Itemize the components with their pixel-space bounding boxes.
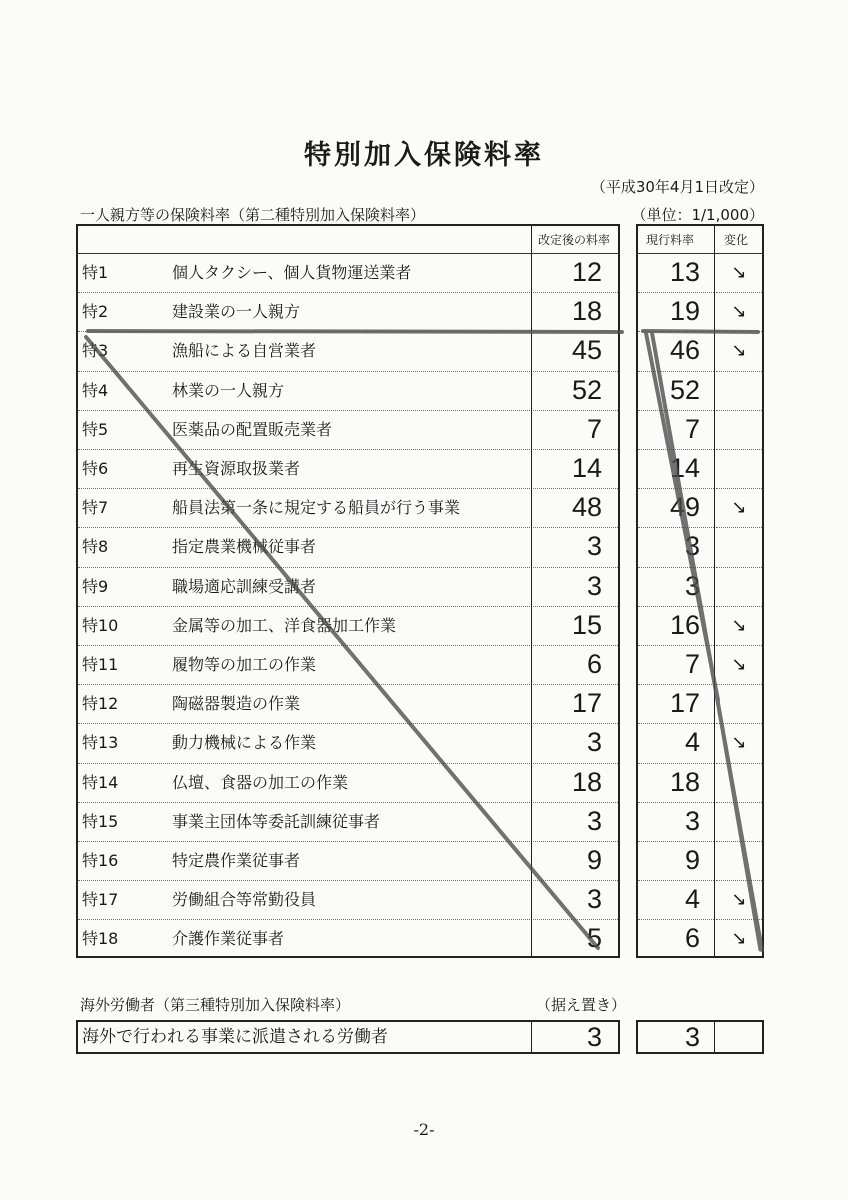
section1-label: 一人親方等の保険料率（第二種特別加入保険料率） [80, 206, 426, 224]
row-code: 特11 [82, 655, 119, 674]
row-name: 仏壇、食器の加工の作業 [172, 772, 349, 792]
row-current-rate: 14 [669, 453, 700, 483]
row-new-rate: 17 [571, 688, 602, 719]
row-new-rate: 18 [571, 296, 602, 327]
header-new-rate: 改定後の料率 [538, 233, 611, 247]
row-new-rate: 3 [586, 570, 602, 601]
row-new-rate: 14 [571, 453, 602, 483]
row-code: 特1 [82, 263, 109, 282]
row-new-rate: 48 [571, 492, 602, 523]
row-name: 指定農業機械従事者 [172, 537, 317, 557]
row-new-rate: 52 [571, 374, 602, 405]
row-new-rate: 15 [571, 609, 602, 640]
row-code: 特12 [82, 694, 119, 714]
column-divider [714, 1020, 715, 1054]
row-new-rate: 9 [586, 845, 602, 875]
row-new-rate: 7 [586, 413, 602, 444]
row-divider [78, 841, 530, 842]
row-current-rate: 3 [684, 805, 700, 836]
row-divider [78, 684, 530, 685]
row-code: 特8 [82, 537, 109, 557]
row-change-arrow: ↘ [731, 262, 747, 283]
row-divider [716, 802, 762, 803]
row-name: 金属等の加工、洋食器加工作業 [172, 615, 397, 635]
row-code: 特16 [82, 851, 119, 870]
row-change-arrow: ↘ [731, 301, 747, 323]
row-new-rate: 5 [586, 923, 602, 954]
row-current-rate: 18 [669, 766, 700, 797]
revision-date: （平成30年4月1日改定） [590, 178, 764, 196]
row-divider [716, 841, 762, 842]
section2-label: 海外労働者（第三種特別加入保険料率） [80, 996, 351, 1014]
header-change: 変化 [724, 233, 749, 247]
row-name: 特定農作業従事者 [172, 851, 301, 870]
row-name: 履物等の加工の作業 [172, 655, 317, 674]
row-new-rate: 3 [586, 805, 602, 836]
row-divider [716, 410, 762, 411]
row-code: 特6 [82, 459, 109, 478]
row-current-rate: 6 [684, 923, 700, 954]
row-code: 特3 [82, 341, 109, 361]
unit-label: （単位：1/1,000） [631, 206, 764, 224]
column-divider [531, 224, 532, 958]
header-current-rate: 現行料率 [646, 233, 695, 247]
row-code: 特7 [82, 498, 109, 518]
section2-note: （据え置き） [536, 996, 627, 1014]
row-divider [78, 919, 530, 920]
row-divider [716, 371, 762, 372]
row-divider [716, 763, 762, 764]
row-current-rate: 16 [669, 609, 700, 640]
row-current-rate: 4 [684, 884, 700, 915]
row-divider [716, 527, 762, 528]
row-code: 特4 [82, 380, 109, 400]
row-name: 介護作業従事者 [172, 929, 285, 949]
row-current-rate: 46 [669, 335, 700, 366]
row-change-arrow: ↘ [731, 654, 747, 675]
row-new-rate: 6 [586, 649, 602, 679]
row-code: 特2 [82, 302, 109, 322]
row-name: 建設業の一人親方 [172, 302, 301, 322]
row-code: 特9 [82, 576, 109, 596]
row-name: 漁船による自営業者 [172, 341, 317, 361]
row-current-rate: 3 [684, 531, 700, 562]
row-current-rate: 4 [684, 727, 700, 758]
row-code: 特18 [82, 929, 119, 949]
row-name: 陶磁器製造の作業 [172, 694, 301, 714]
row-name: 船員法第一条に規定する船員が行う事業 [172, 498, 461, 518]
row-code: 特13 [82, 733, 119, 753]
row-new-rate: 3 [586, 727, 602, 758]
row-name: 職場適応訓練受講者 [172, 576, 317, 596]
row-change-arrow: ↘ [731, 732, 747, 754]
row-code: 特17 [82, 890, 119, 910]
row-change-arrow: ↘ [731, 889, 747, 911]
row-current-rate: 7 [684, 413, 700, 444]
row-divider [78, 449, 530, 450]
row-new-rate: 12 [571, 257, 602, 287]
column-divider [714, 224, 715, 958]
row-code: 特10 [82, 615, 119, 635]
page-number: -2- [413, 1120, 435, 1139]
row-current-rate: 49 [669, 492, 700, 523]
row-new-rate: 3 [586, 531, 602, 562]
row-code: 特5 [82, 419, 109, 439]
row-name: 医薬品の配置販売業者 [172, 419, 333, 439]
row-change-arrow: ↘ [731, 497, 747, 519]
row-current-rate: 19 [669, 296, 700, 327]
row-new-rate: 45 [571, 335, 602, 366]
row-current-rate: 3 [684, 570, 700, 601]
row-divider [716, 449, 762, 450]
row-name: 動力機械による作業 [172, 733, 317, 753]
row-name: 林業の一人親方 [172, 380, 285, 400]
row-change-arrow: ↘ [731, 340, 747, 362]
row-new-rate: 18 [571, 766, 602, 797]
page-title: 特別加入保険料率 [304, 140, 544, 171]
row-current-rate: 9 [684, 845, 700, 875]
row-current-rate: 52 [669, 374, 700, 405]
foreign-worker-name: 海外で行われる事業に派遣される労働者 [82, 1027, 388, 1047]
row-code: 特14 [82, 772, 119, 792]
column-divider [531, 1020, 532, 1054]
row-new-rate: 3 [586, 884, 602, 915]
row-change-arrow: ↘ [731, 928, 747, 950]
row-divider [78, 292, 530, 293]
row-name: 事業主団体等委託訓練従事者 [172, 811, 381, 831]
row-code: 特15 [82, 811, 119, 831]
row-name: 個人タクシー、個人貨物運送業者 [172, 263, 412, 282]
row-current-rate: 17 [669, 688, 700, 719]
foreign-new-rate: 3 [586, 1022, 602, 1052]
foreign-current-rate: 3 [684, 1022, 700, 1052]
row-current-rate: 13 [669, 257, 700, 287]
row-divider [716, 567, 762, 568]
row-name: 再生資源取扱業者 [172, 459, 301, 478]
row-divider [716, 684, 762, 685]
row-divider [78, 371, 530, 372]
row-change-arrow: ↘ [731, 614, 747, 636]
row-current-rate: 7 [684, 649, 700, 679]
row-name: 労働組合等常勤役員 [172, 890, 317, 910]
